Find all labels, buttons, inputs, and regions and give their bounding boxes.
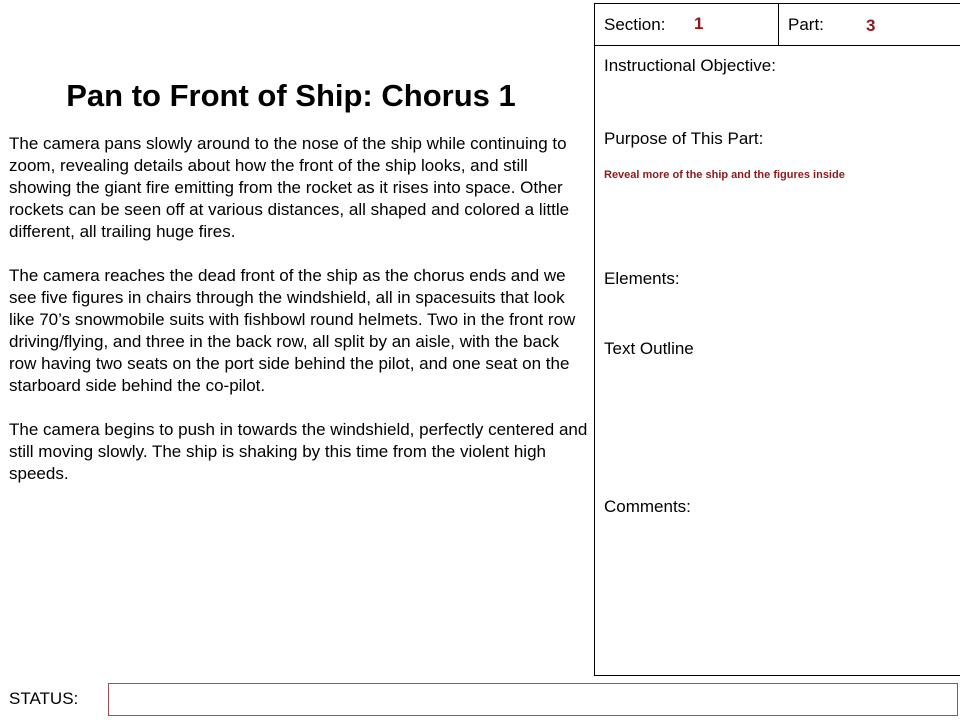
info-panel [594,3,960,676]
status-label: STATUS: [9,689,79,708]
outline-label: Text Outline [604,339,694,358]
description [9,133,589,507]
paragraph: The camera reaches the dead front of the ship as the chorus ends and we see five figures in chairs through the windshield, all in spacesuits that look like 70’s snowmobile suits with fishbowl round helmets. Two in the front row driving/flying, and three in the back row, all split by an aisle, with the back row having two seats on the port side behind the pilot, and one seat on the starboard side behind the co-pilot. [9,266,576,395]
status-field[interactable] [108,683,958,716]
purpose-value: Reveal more of the ship and the figures inside [604,169,845,181]
section-label: Section: [604,15,666,34]
paragraph: The camera begins to push in towards the windshield, perfectly centered and still moving slowly. The ship is shaking by this time from the violent high speeds. [9,420,588,483]
section-value: 1 [694,14,704,33]
part-value: 3 [866,16,876,35]
purpose-label: Purpose of This Part: [604,129,764,148]
paragraph: The camera pans slowly around to the nose of the ship while continuing to zoom, revealing details about how the front of the ship looks, and still showing the giant fire emitting from the rocket as it rises into space. Other rockets can be seen off at various distances, all shaped and colored a little different, all trailing huge fires. [9,134,570,241]
page-title: Pan to Front of Ship: Chorus 1 [66,78,516,113]
part-label: Part: [788,15,824,34]
header-divider [778,4,779,45]
elements-label: Elements: [604,269,680,288]
comments-label: Comments: [604,497,691,516]
panel-header [595,4,960,46]
objective-label: Instructional Objective: [604,56,776,75]
